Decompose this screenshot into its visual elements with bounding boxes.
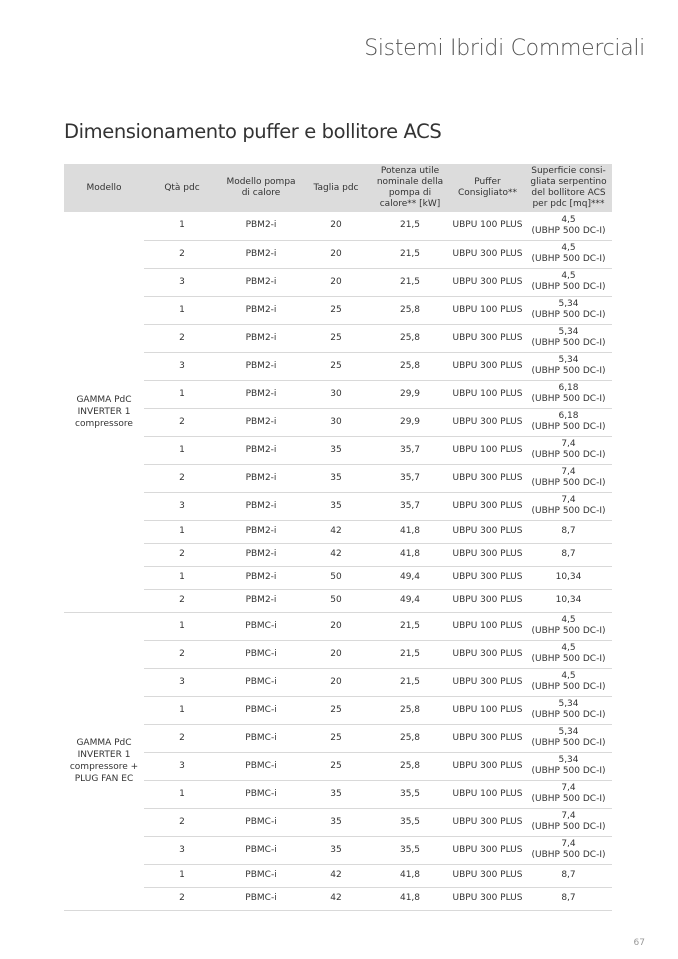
cell-puffer: UBPU 100 PLUS: [450, 780, 525, 808]
cell-heat-pump-model: PBM2-i: [220, 543, 302, 566]
surface-note: (UBHP 500 DC-I): [531, 450, 606, 460]
cell-size: 42: [302, 520, 370, 543]
cell-heat-pump-model: PBMC-i: [220, 724, 302, 752]
cell-power: 21,5: [370, 668, 450, 696]
cell-surface: [525, 836, 612, 864]
cell-puffer: UBPU 300 PLUS: [450, 808, 525, 836]
table-row: [64, 268, 612, 296]
cell-puffer: UBPU 300 PLUS: [450, 520, 525, 543]
table-row: [64, 324, 612, 352]
cell-qty: 1: [144, 864, 220, 887]
col-header-qty: Qtà pdc: [144, 164, 220, 212]
cell-puffer: UBPU 100 PLUS: [450, 212, 525, 240]
surface-note: (UBHP 500 DC-I): [531, 822, 606, 832]
table-row: [64, 724, 612, 752]
cell-power: 35,5: [370, 836, 450, 864]
cell-heat-pump-model: PBM2-i: [220, 492, 302, 520]
cell-heat-pump-model: PBM2-i: [220, 520, 302, 543]
cell-surface: [525, 268, 612, 296]
surface-note: (UBHP 500 DC-I): [531, 626, 606, 636]
cell-qty: 1: [144, 696, 220, 724]
surface-note: (UBHP 500 DC-I): [531, 310, 606, 320]
surface-note: (UBHP 500 DC-I): [531, 254, 606, 264]
cell-surface: [525, 492, 612, 520]
table-row: [64, 240, 612, 268]
cell-qty: 1: [144, 566, 220, 589]
cell-heat-pump-model: PBMC-i: [220, 836, 302, 864]
surface-value: 4,5: [561, 671, 576, 681]
cell-qty: 2: [144, 408, 220, 436]
surface-value: 4,5: [561, 643, 576, 653]
cell-heat-pump-model: PBM2-i: [220, 464, 302, 492]
surface-value: 4,5: [561, 271, 576, 281]
cell-heat-pump-model: PBM2-i: [220, 324, 302, 352]
cell-puffer: UBPU 300 PLUS: [450, 640, 525, 668]
table-row: [64, 212, 612, 240]
cell-surface: [525, 436, 612, 464]
surface-value: 5,34: [558, 755, 579, 765]
cell-size: 35: [302, 780, 370, 808]
surface-value: 5,34: [558, 327, 579, 337]
cell-size: 20: [302, 240, 370, 268]
cell-puffer: UBPU 300 PLUS: [450, 543, 525, 566]
table-row: [64, 752, 612, 780]
table-row: [64, 668, 612, 696]
cell-size: 20: [302, 612, 370, 640]
cell-model-group: GAMMA PdC INVERTER 1 compressore + PLUG FAN EC: [64, 612, 144, 910]
cell-qty: 3: [144, 668, 220, 696]
surface-value: 5,34: [558, 355, 579, 365]
cell-puffer: UBPU 300 PLUS: [450, 836, 525, 864]
cell-puffer: UBPU 300 PLUS: [450, 408, 525, 436]
surface-value: 7,4: [561, 839, 576, 849]
col-header-modello: Modello: [64, 164, 144, 212]
cell-surface: [525, 696, 612, 724]
cell-puffer: UBPU 300 PLUS: [450, 864, 525, 887]
cell-heat-pump-model: PBMC-i: [220, 640, 302, 668]
cell-heat-pump-model: PBM2-i: [220, 589, 302, 612]
surface-value: 10,34: [555, 572, 582, 582]
cell-surface: [525, 380, 612, 408]
col-header-power: Potenza utile nominale della pompa di calore** [kW]: [370, 164, 450, 212]
cell-size: 25: [302, 724, 370, 752]
surface-value: 8,7: [561, 893, 576, 903]
page-title: Dimensionamento puffer e bollitore ACS: [64, 120, 442, 143]
cell-qty: 1: [144, 612, 220, 640]
cell-size: 50: [302, 566, 370, 589]
table-row: [64, 808, 612, 836]
table-row: [64, 887, 612, 910]
cell-power: 29,9: [370, 380, 450, 408]
cell-power: 49,4: [370, 566, 450, 589]
cell-surface: [525, 668, 612, 696]
cell-qty: 2: [144, 724, 220, 752]
cell-surface: [525, 240, 612, 268]
table-row: [64, 380, 612, 408]
cell-size: 25: [302, 324, 370, 352]
cell-size: 25: [302, 696, 370, 724]
cell-puffer: UBPU 300 PLUS: [450, 589, 525, 612]
surface-value: 7,4: [561, 811, 576, 821]
sizing-table: [64, 164, 612, 911]
cell-size: 30: [302, 380, 370, 408]
cell-power: 25,8: [370, 752, 450, 780]
cell-heat-pump-model: PBMC-i: [220, 752, 302, 780]
cell-surface: [525, 324, 612, 352]
page-number: 67: [633, 938, 645, 948]
cell-power: 41,8: [370, 864, 450, 887]
cell-heat-pump-model: PBM2-i: [220, 566, 302, 589]
surface-note: (UBHP 500 DC-I): [531, 225, 606, 236]
cell-surface: [525, 566, 612, 589]
cell-puffer: UBPU 300 PLUS: [450, 268, 525, 296]
table-row: [64, 864, 612, 887]
cell-puffer: UBPU 100 PLUS: [450, 612, 525, 640]
table-row: [64, 696, 612, 724]
table-row: [64, 612, 612, 640]
cell-power: 35,7: [370, 436, 450, 464]
surface-note: (UBHP 500 DC-I): [531, 738, 606, 748]
cell-heat-pump-model: PBMC-i: [220, 887, 302, 910]
surface-value: 5,34: [558, 699, 579, 709]
cell-size: 35: [302, 836, 370, 864]
cell-qty: 2: [144, 808, 220, 836]
cell-qty: 1: [144, 520, 220, 543]
cell-size: 42: [302, 864, 370, 887]
surface-value: 7,4: [561, 467, 576, 477]
cell-qty: 2: [144, 543, 220, 566]
cell-heat-pump-model: PBMC-i: [220, 780, 302, 808]
surface-value: 10,34: [555, 595, 582, 605]
cell-size: 42: [302, 543, 370, 566]
surface-value: 7,4: [561, 783, 576, 793]
cell-puffer: UBPU 100 PLUS: [450, 296, 525, 324]
cell-power: 21,5: [370, 212, 450, 240]
cell-heat-pump-model: PBM2-i: [220, 268, 302, 296]
cell-surface: [525, 640, 612, 668]
surface-note: (UBHP 500 DC-I): [531, 766, 606, 776]
cell-surface: [525, 780, 612, 808]
cell-power: 41,8: [370, 887, 450, 910]
surface-value: 6,18: [558, 383, 579, 393]
cell-surface: [525, 752, 612, 780]
table-header-row: [64, 164, 612, 212]
cell-puffer: UBPU 300 PLUS: [450, 492, 525, 520]
surface-note: (UBHP 500 DC-I): [531, 710, 606, 720]
cell-heat-pump-model: PBMC-i: [220, 808, 302, 836]
surface-note: (UBHP 500 DC-I): [531, 338, 606, 348]
table-row: [64, 589, 612, 612]
cell-size: 20: [302, 212, 370, 240]
cell-surface: [525, 352, 612, 380]
cell-heat-pump-model: PBMC-i: [220, 668, 302, 696]
cell-qty: 1: [144, 296, 220, 324]
cell-power: 25,8: [370, 296, 450, 324]
cell-power: 25,8: [370, 324, 450, 352]
col-header-heat-pump-model: Modello pompa di calore: [220, 164, 302, 212]
surface-note: (UBHP 500 DC-I): [531, 682, 606, 692]
cell-size: 35: [302, 436, 370, 464]
cell-qty: 3: [144, 268, 220, 296]
cell-surface: [525, 543, 612, 566]
cell-qty: 2: [144, 589, 220, 612]
cell-size: 25: [302, 296, 370, 324]
cell-surface: [525, 864, 612, 887]
surface-value: 5,34: [558, 299, 579, 309]
cell-qty: 3: [144, 836, 220, 864]
cell-puffer: UBPU 300 PLUS: [450, 668, 525, 696]
table-row: [64, 296, 612, 324]
cell-heat-pump-model: PBM2-i: [220, 296, 302, 324]
cell-size: 20: [302, 668, 370, 696]
surface-value: 4,5: [561, 615, 576, 625]
cell-qty: 2: [144, 240, 220, 268]
cell-size: 20: [302, 640, 370, 668]
surface-value: 4,5: [561, 243, 576, 253]
col-header-puffer: Puffer Consigliato**: [450, 164, 525, 212]
surface-note: (UBHP 500 DC-I): [531, 654, 606, 664]
cell-surface: [525, 887, 612, 910]
cell-puffer: UBPU 100 PLUS: [450, 436, 525, 464]
cell-power: 25,8: [370, 696, 450, 724]
cell-size: 25: [302, 352, 370, 380]
cell-qty: 2: [144, 640, 220, 668]
cell-power: 21,5: [370, 268, 450, 296]
cell-qty: 2: [144, 887, 220, 910]
surface-note: (UBHP 500 DC-I): [531, 794, 606, 804]
cell-qty: 1: [144, 780, 220, 808]
section-title: Sistemi Ibridi Commerciali: [364, 36, 645, 61]
cell-size: 35: [302, 464, 370, 492]
cell-puffer: UBPU 300 PLUS: [450, 887, 525, 910]
table-body: [64, 212, 612, 910]
cell-power: 21,5: [370, 612, 450, 640]
cell-qty: 3: [144, 752, 220, 780]
surface-note: (UBHP 500 DC-I): [531, 366, 606, 376]
cell-qty: 1: [144, 380, 220, 408]
cell-surface: [525, 296, 612, 324]
cell-puffer: UBPU 100 PLUS: [450, 380, 525, 408]
cell-puffer: UBPU 300 PLUS: [450, 724, 525, 752]
cell-power: 35,7: [370, 464, 450, 492]
table-row: [64, 640, 612, 668]
cell-size: 35: [302, 492, 370, 520]
table-row: [64, 492, 612, 520]
cell-surface: [525, 724, 612, 752]
cell-puffer: UBPU 100 PLUS: [450, 696, 525, 724]
table-row: [64, 352, 612, 380]
cell-power: 41,8: [370, 543, 450, 566]
surface-value: 8,7: [561, 870, 576, 880]
cell-qty: 2: [144, 324, 220, 352]
cell-power: 35,5: [370, 780, 450, 808]
cell-puffer: UBPU 300 PLUS: [450, 324, 525, 352]
cell-power: 35,5: [370, 808, 450, 836]
col-header-surface: Superficie consi-gliata serpentino del bollitore ACS per pdc [mq]***: [525, 164, 612, 212]
table-row: [64, 520, 612, 543]
cell-power: 29,9: [370, 408, 450, 436]
cell-puffer: UBPU 300 PLUS: [450, 464, 525, 492]
cell-surface: [525, 520, 612, 543]
cell-surface: [525, 464, 612, 492]
cell-surface: [525, 408, 612, 436]
cell-heat-pump-model: PBMC-i: [220, 864, 302, 887]
surface-value: 4,5: [561, 214, 576, 225]
cell-heat-pump-model: PBM2-i: [220, 380, 302, 408]
table-row: [64, 566, 612, 589]
table-row: [64, 464, 612, 492]
cell-puffer: UBPU 300 PLUS: [450, 240, 525, 268]
cell-power: 35,7: [370, 492, 450, 520]
surface-value: 5,34: [558, 727, 579, 737]
cell-power: 41,8: [370, 520, 450, 543]
cell-power: 25,8: [370, 724, 450, 752]
table-row: [64, 780, 612, 808]
cell-qty: 3: [144, 352, 220, 380]
cell-surface: [525, 212, 612, 240]
cell-puffer: UBPU 300 PLUS: [450, 566, 525, 589]
cell-qty: 1: [144, 436, 220, 464]
cell-size: 35: [302, 808, 370, 836]
surface-note: (UBHP 500 DC-I): [531, 282, 606, 292]
cell-heat-pump-model: PBMC-i: [220, 612, 302, 640]
surface-value: 6,18: [558, 411, 579, 421]
surface-note: (UBHP 500 DC-I): [531, 850, 606, 860]
surface-value: 8,7: [561, 526, 576, 536]
cell-qty: 3: [144, 492, 220, 520]
cell-power: 21,5: [370, 240, 450, 268]
cell-puffer: UBPU 300 PLUS: [450, 352, 525, 380]
cell-heat-pump-model: PBM2-i: [220, 212, 302, 240]
cell-heat-pump-model: PBM2-i: [220, 436, 302, 464]
cell-qty: 2: [144, 464, 220, 492]
cell-puffer: UBPU 300 PLUS: [450, 752, 525, 780]
cell-size: 20: [302, 268, 370, 296]
cell-size: 50: [302, 589, 370, 612]
table-row: [64, 543, 612, 566]
surface-value: 7,4: [561, 439, 576, 449]
cell-heat-pump-model: PBM2-i: [220, 408, 302, 436]
surface-note: (UBHP 500 DC-I): [531, 394, 606, 404]
cell-surface: [525, 612, 612, 640]
cell-surface: [525, 589, 612, 612]
surface-value: 7,4: [561, 495, 576, 505]
cell-power: 21,5: [370, 640, 450, 668]
table-row: [64, 836, 612, 864]
cell-size: 42: [302, 887, 370, 910]
col-header-size: Taglia pdc: [302, 164, 370, 212]
cell-size: 25: [302, 752, 370, 780]
cell-power: 25,8: [370, 352, 450, 380]
surface-note: (UBHP 500 DC-I): [531, 478, 606, 488]
cell-size: 30: [302, 408, 370, 436]
cell-heat-pump-model: PBM2-i: [220, 240, 302, 268]
cell-power: 49,4: [370, 589, 450, 612]
cell-heat-pump-model: PBM2-i: [220, 352, 302, 380]
surface-value: 8,7: [561, 549, 576, 559]
surface-note: (UBHP 500 DC-I): [531, 422, 606, 432]
surface-note: (UBHP 500 DC-I): [531, 506, 606, 516]
cell-heat-pump-model: PBMC-i: [220, 696, 302, 724]
table-row: [64, 408, 612, 436]
cell-model-group: GAMMA PdC INVERTER 1 compressore: [64, 212, 144, 612]
table-row: [64, 436, 612, 464]
cell-surface: [525, 808, 612, 836]
cell-qty: 1: [144, 212, 220, 240]
